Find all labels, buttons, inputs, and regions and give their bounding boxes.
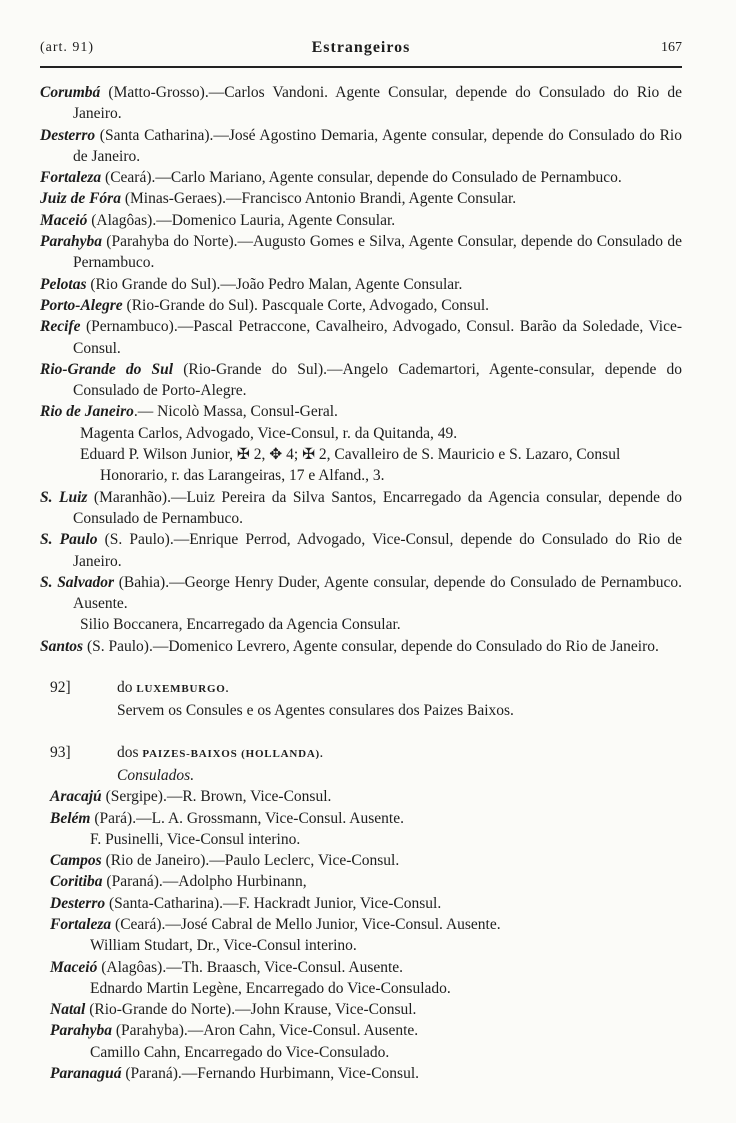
entry-place: Santos <box>40 637 84 655</box>
entry-place: Desterro <box>40 126 96 144</box>
sub-entry: F. Pusinelli, Vice-Consul interino. <box>90 830 301 848</box>
entry-place: Parahyba <box>40 233 102 251</box>
entry-place: Campos <box>50 852 102 870</box>
consulate-entry <box>40 274 682 295</box>
entry-text: (Rio-Grande do Sul).—Angelo Cademartori, Agente-consular, depende do Consulado de Porto-Alegre. <box>73 360 682 400</box>
sub-entry: Eduard P. Wilson Junior, ✠ 2, ✥ 4; ✠ 2, Cavalleiro de S. Mauricio e S. Lazaro, Consul Honorario, r. das Larangeiras, 17 e Alfand., 3. <box>80 446 621 485</box>
dutch-consulate-entry <box>40 871 682 892</box>
entry-place: Paranaguá <box>50 1065 122 1083</box>
section-prefix: do <box>117 679 137 697</box>
entry-place: S. Luiz <box>40 488 88 506</box>
dutch-consulate-entry <box>40 893 682 914</box>
entry-text: (Paraná).—Fernando Hurbimann, Vice-Consul. <box>121 1065 420 1083</box>
entry-text: (Paraná).—Adolpho Hurbinann, <box>102 873 307 891</box>
entry-text: (S. Paulo).—Domenico Levrero, Agente consular, depende do Consulado do Rio de Janeiro. <box>83 637 659 655</box>
consulate-entry <box>40 125 682 168</box>
dutch-consulate-entry <box>40 786 682 807</box>
entry-text: (Minas-Geraes).—Francisco Antonio Brandi, Agente Consular. <box>120 190 517 208</box>
section-92 <box>40 677 682 722</box>
consulate-entry <box>40 231 682 274</box>
consulate-entry <box>40 401 682 422</box>
entry-place: Rio de Janeiro <box>40 403 134 421</box>
entry-text: (Santa-Catharina).—F. Hackradt Junior, Vice-Consul. <box>105 894 442 912</box>
consulate-entry <box>40 167 682 188</box>
article-ref: (art. 91) <box>40 40 95 55</box>
entry-place: Recife <box>40 318 81 336</box>
dutch-consulate-entry <box>40 999 682 1020</box>
dutch-consulate-entry <box>40 914 682 935</box>
entry-place: Pelotas <box>40 275 87 293</box>
section-subtitle: Consulados. <box>117 766 195 784</box>
entry-text: (Alagôas).—Th. Braasch, Vice-Consul. Ausente. <box>97 958 404 976</box>
entry-text: (Matto-Grosso).—Carlos Vandoni. Agente Consular, depende do Consulado do Rio de Janeiro. <box>73 84 682 123</box>
section-number: 92] <box>50 679 71 697</box>
entry-place: Parahyba <box>50 1022 112 1040</box>
entry-text: (S. Paulo).—Enrique Perrod, Advogado, Vice-Consul, depende do Consulado do Rio de Janeiro. <box>73 531 682 570</box>
section-text: Servem os Consules e os Agentes consulares dos Paizes Baixos. <box>117 702 514 720</box>
entry-place: Juiz de Fóra <box>40 190 121 208</box>
page-body <box>40 82 682 1084</box>
entry-place: Maceió <box>50 958 98 976</box>
entry-place: Corumbá <box>40 84 101 101</box>
entry-text: (Pará).—L. A. Grossmann, Vice-Consul. Ausente. <box>90 809 404 827</box>
entry-place: Aracajú <box>50 788 102 806</box>
consulate-entry <box>40 529 682 572</box>
entry-place: Maceió <box>40 211 88 229</box>
entry-place: Rio-Grande do Sul <box>40 360 174 378</box>
sub-entry: William Studart, Dr., Vice-Consul interino. <box>90 937 357 955</box>
entry-text: (Sergipe).—R. Brown, Vice-Consul. <box>101 788 332 806</box>
page-number: 167 <box>661 40 682 55</box>
entry-place: Natal <box>50 1001 86 1019</box>
entry-place: Belém <box>50 809 91 827</box>
entry-place: Fortaleza <box>40 169 102 187</box>
consulate-entry <box>40 82 682 125</box>
consulate-entry <box>40 487 682 530</box>
dutch-consulate-entry <box>40 1020 682 1041</box>
entry-text: (Bahia).—George Henry Duder, Agente consular, depende do Consulado de Pernambuco. Ausente. <box>73 573 682 613</box>
entry-text: .— Nicolò Massa, Consul-Geral. <box>133 403 338 421</box>
entry-text: (Rio-Grande do Sul). Pascquale Corte, Advogado, Consul. <box>122 296 490 314</box>
entry-place: S. Paulo <box>40 531 98 549</box>
entry-text: (Alagôas).—Domenico Lauria, Agente Consular. <box>87 211 396 229</box>
entry-text: (Rio Grande do Sul).—João Pedro Malan, Agente Consular. <box>86 275 463 293</box>
entry-text: (Rio-Grande do Norte).—John Krause, Vice-Consul. <box>85 1001 417 1019</box>
header-rule <box>40 66 682 68</box>
sub-entry: Ednardo Martin Legène, Encarregado do Vice-Consulado. <box>90 979 451 997</box>
section-prefix: dos <box>117 743 143 761</box>
page-header <box>40 40 682 64</box>
entry-text: (Pernambuco).—Pascal Petraccone, Cavalheiro, Advogado, Consul. Barão da Soledade, Vice-Consul. <box>73 318 682 357</box>
dutch-consulate-entry <box>40 1063 682 1084</box>
dutch-consulate-entry <box>40 957 682 978</box>
section-country: PAIZES-BAIXOS (HOLLANDA). <box>142 747 324 760</box>
consulate-entry <box>40 210 682 231</box>
entry-place: Fortaleza <box>50 915 112 933</box>
entry-place: Porto-Alegre <box>40 296 123 314</box>
consulate-entry <box>40 359 682 402</box>
sub-entry: Magenta Carlos, Advogado, Vice-Consul, r. da Quitanda, 49. <box>80 424 458 442</box>
dutch-consulate-entry <box>40 850 682 871</box>
section-country: LUXEMBURGO. <box>136 683 230 696</box>
entry-text: (Maranhão).—Luiz Pereira da Silva Santos, Encarregado da Agencia consular, depende do Consulado de Pernambuco. <box>73 488 682 527</box>
entry-place: Desterro <box>50 894 106 912</box>
entry-text: (Ceará).—Carlo Mariano, Agente consular, depende do Consulado de Pernambuco. <box>101 169 622 187</box>
consulate-entry <box>40 316 682 359</box>
entry-text: (Santa Catharina).—José Agostino Demaria, Agente consular, depende do Consulado do Rio de Janeiro. <box>73 126 682 165</box>
entry-text: (Parahyba).—Aron Cahn, Vice-Consul. Ausente. <box>112 1022 419 1040</box>
section-number: 93] <box>50 743 71 761</box>
consulate-entry <box>40 188 682 209</box>
dutch-consulate-entry <box>40 808 682 829</box>
entry-text: (Ceará).—José Cabral de Mello Junior, Vice-Consul. Ausente. <box>111 915 501 933</box>
section-title <box>117 677 682 700</box>
running-title: Estrangeiros <box>311 39 411 56</box>
entry-text: (Rio de Janeiro).—Paulo Leclerc, Vice-Consul. <box>101 852 400 870</box>
section-93 <box>40 742 682 787</box>
entry-place: S. Salvador <box>40 573 115 591</box>
salvador-sub-entry: Silio Boccanera, Encarregado da Agencia Consular. <box>80 616 401 634</box>
consulate-entry <box>40 295 682 316</box>
sub-entry: Camillo Cahn, Encarregado do Vice-Consulado. <box>90 1043 390 1061</box>
consulate-entry <box>40 572 682 615</box>
entry-place: Coritiba <box>50 873 103 891</box>
section-title <box>117 742 682 765</box>
entry-santos <box>40 636 682 657</box>
entry-text: (Parahyba do Norte).—Augusto Gomes e Silva, Agente Consular, depende do Consulado de Pernambuco. <box>73 233 682 272</box>
